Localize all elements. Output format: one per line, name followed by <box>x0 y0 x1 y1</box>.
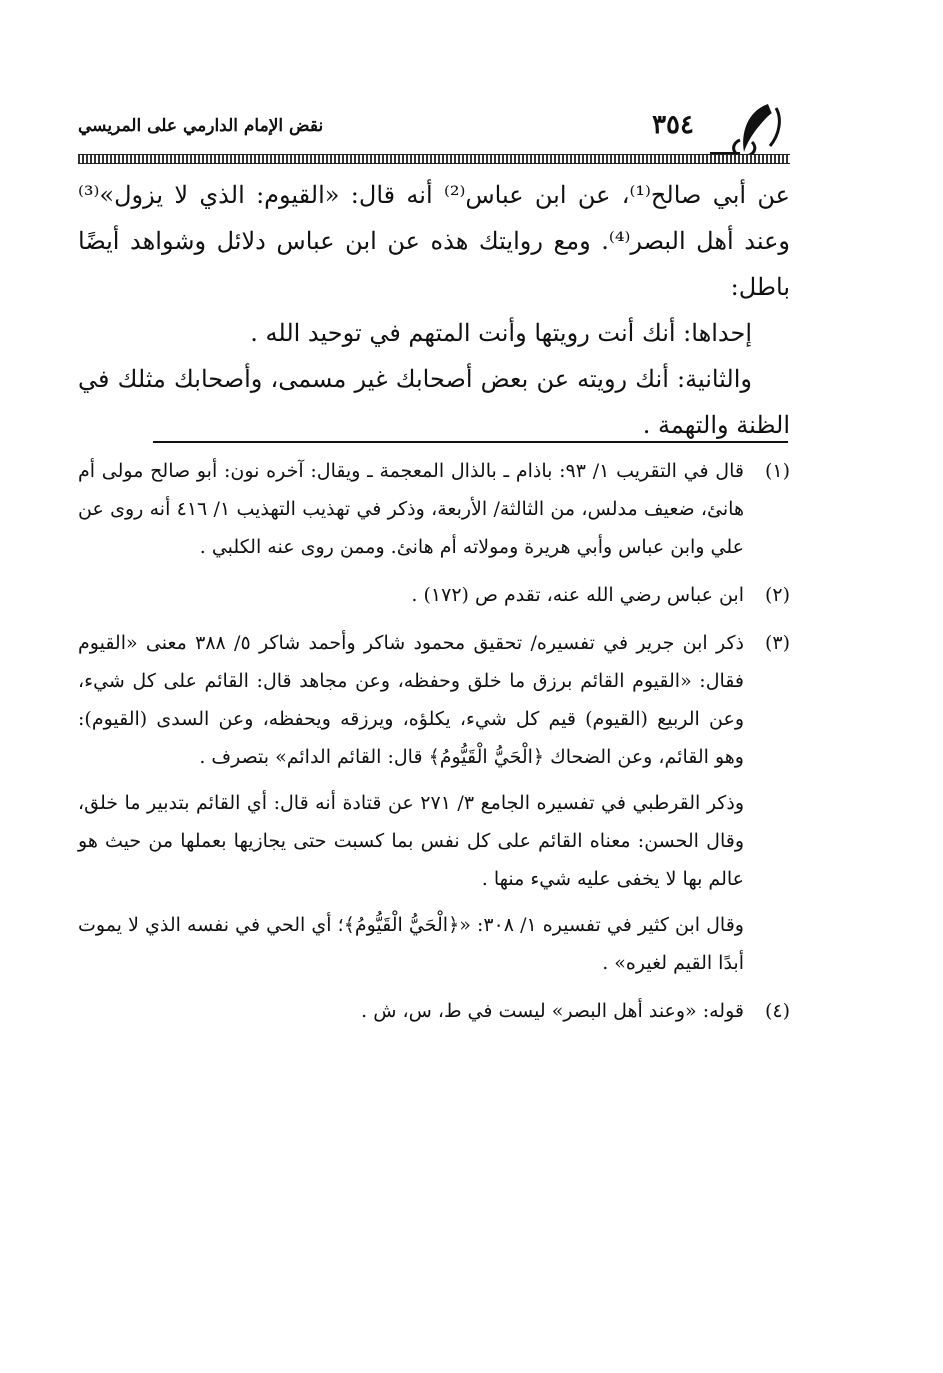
quill-ornament-icon <box>710 100 790 160</box>
running-title: نقض الإمام الدارمي على المريسي <box>78 116 324 136</box>
footnote-number: (١) <box>764 460 790 482</box>
footnote <box>78 624 790 982</box>
footnote-number: (٤) <box>764 1000 790 1022</box>
footnote-text: ذكر ابن جرير في تفسيره/ تحقيق محمود شاكر وأحمد شاكر ٥/ ٣٨٨ معنى «القيوم فقال: «القيوم القائم برزق ما خلق وحفظه، وعن مجاهد قال: القائم على كل شيء، وعن الربيع (القيوم) قيم كل شيء، يكلؤه، ويرزقه ويحفظه، وعن السدى (القيوم): وهو القائم، وعن الضحاك ﴿الْحَيُّ الْقَيُّومُ﴾ قال: القائم الدائم» بتصرف . <box>78 632 744 768</box>
main-paragraph: عن أبي صالح⁽¹⁾، عن ابن عباس⁽²⁾ أنه قال: «القيوم: الذي لا يزول»⁽³⁾ وعند أهل البصر⁽⁴⁾. ومع روايتك هذه عن ابن عباس دلائل وشواهد أيضًا باطل: <box>78 181 791 301</box>
footnote-number: (٢) <box>764 584 790 606</box>
footnote-text: قال في التقريب ١/ ٩٣: باذام ـ بالذال المعجمة ـ ويقال: آخره نون: أبو صالح مولى أم هانئ، ضعيف مدلس، من الثالثة/ الأربعة، وذكر في تهذيب التهذيب ١/ ٤١٦ أنه روى عن علي وابن عباس وأبي هريرة ومولاته أم هانئ. وممن روى عنه الكلبي . <box>78 460 744 558</box>
footnote-text: وذكر القرطبي في تفسيره الجامع ٣/ ٢٧١ عن قتادة أنه قال: أي القائم بتدبير ما خلق، وقال الحسن: معناه القائم على كل نفس بما كسبت حتى يجازيها بعملها من حيث هو عالم بها لا يخفى عليه شيء منها . <box>78 792 744 890</box>
footnote-divider <box>153 441 788 443</box>
header-rule <box>78 154 790 164</box>
main-paragraph: إحداها: أنك أنت رويتها وأنت المتهم في توحيد الله . <box>250 319 752 347</box>
page-header <box>78 100 790 160</box>
page-number: ٣٥٤ <box>652 110 694 140</box>
footnote-text: وقال ابن كثير في تفسيره ١/ ٣٠٨: «﴿الْحَيُّ الْقَيُّومُ﴾؛ أي الحي في نفسه الذي لا يموت أبدًا القيم لغيره» . <box>78 914 744 974</box>
main-text <box>78 172 790 448</box>
footnote <box>78 452 790 566</box>
footnote <box>78 992 790 1030</box>
footnote-number: (٣) <box>764 632 790 654</box>
footnote <box>78 576 790 614</box>
main-paragraph: والثانية: أنك رويته عن بعض أصحابك غير مسمى، وأصحابك مثلك في الظنة والتهمة . <box>78 365 790 439</box>
footnotes <box>78 452 790 1040</box>
footnote-text: ابن عباس رضي الله عنه، تقدم ص (١٧٢) . <box>411 584 744 606</box>
footnote-text: قوله: «وعند أهل البصر» ليست في ط، س، ش . <box>361 1000 744 1022</box>
